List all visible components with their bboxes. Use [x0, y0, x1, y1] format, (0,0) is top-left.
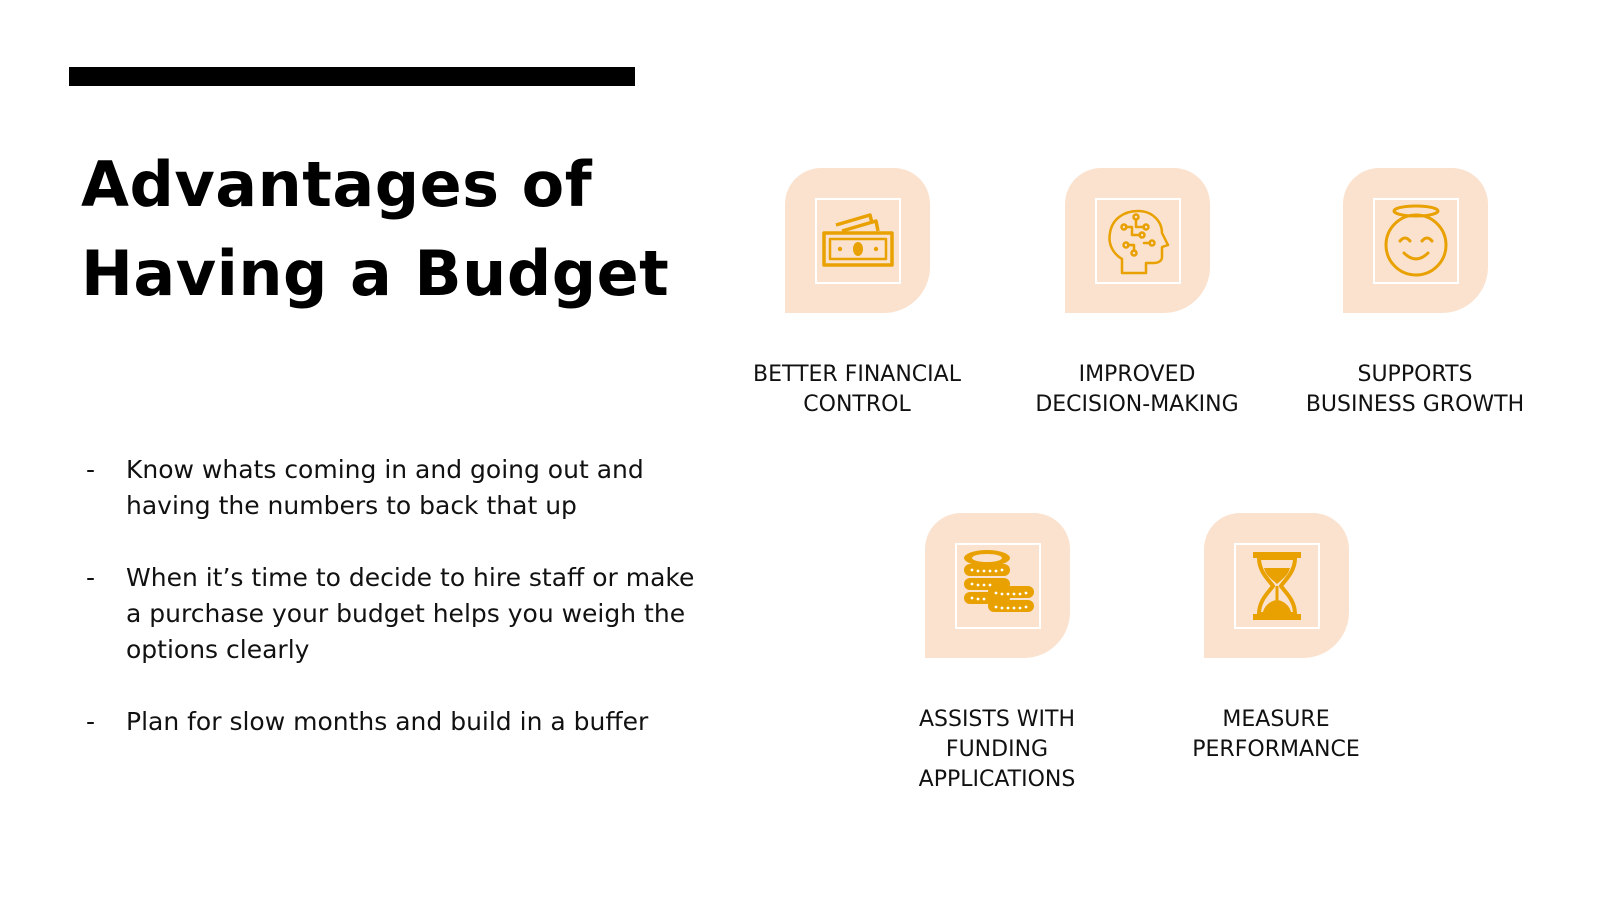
feature-label: ASSISTS WITH FUNDING APPLICATIONS [918, 707, 1076, 792]
bullet-text: Plan for slow months and build in a buffer [126, 707, 649, 736]
bullet-item [86, 452, 706, 524]
feature-tile [1065, 168, 1210, 313]
feature-measure-performance [1161, 513, 1391, 765]
bullet-marker: - [86, 707, 96, 736]
feature-tile [785, 168, 930, 313]
bullet-text: Know whats coming in and going out and having the numbers to back that up [126, 455, 644, 520]
feature-tile [1204, 513, 1349, 658]
feature-assists-with-funding-applications [882, 513, 1112, 795]
bullet-item [86, 704, 706, 740]
bullet-marker: - [86, 455, 96, 484]
feature-label: SUPPORTS BUSINESS GROWTH [1305, 362, 1525, 417]
hourglass-icon [1234, 543, 1320, 629]
feature-tile [1343, 168, 1488, 313]
coins-icon [955, 543, 1041, 629]
bullet-marker: - [86, 563, 96, 592]
bullet-text: When it’s time to decide to hire staff or make a purchase your budget helps you weigh the options clearly [126, 563, 695, 664]
brain-circuit-icon [1095, 198, 1181, 284]
money-icon [815, 198, 901, 284]
feature-label: BETTER FINANCIAL CONTROL [753, 362, 961, 417]
bullet-item [86, 560, 706, 668]
feature-better-financial-control [742, 168, 972, 420]
title-accent-bar [69, 67, 635, 86]
feature-tile [925, 513, 1070, 658]
slide-title: Advantages of Having a Budget [81, 148, 670, 310]
feature-label: MEASURE PERFORMANCE [1192, 707, 1360, 762]
smiley-halo-icon [1373, 198, 1459, 284]
bullet-list [86, 452, 706, 776]
feature-label: IMPROVED DECISION-MAKING [1035, 362, 1239, 417]
feature-supports-business-growth [1300, 168, 1530, 420]
feature-improved-decision-making [1022, 168, 1252, 420]
